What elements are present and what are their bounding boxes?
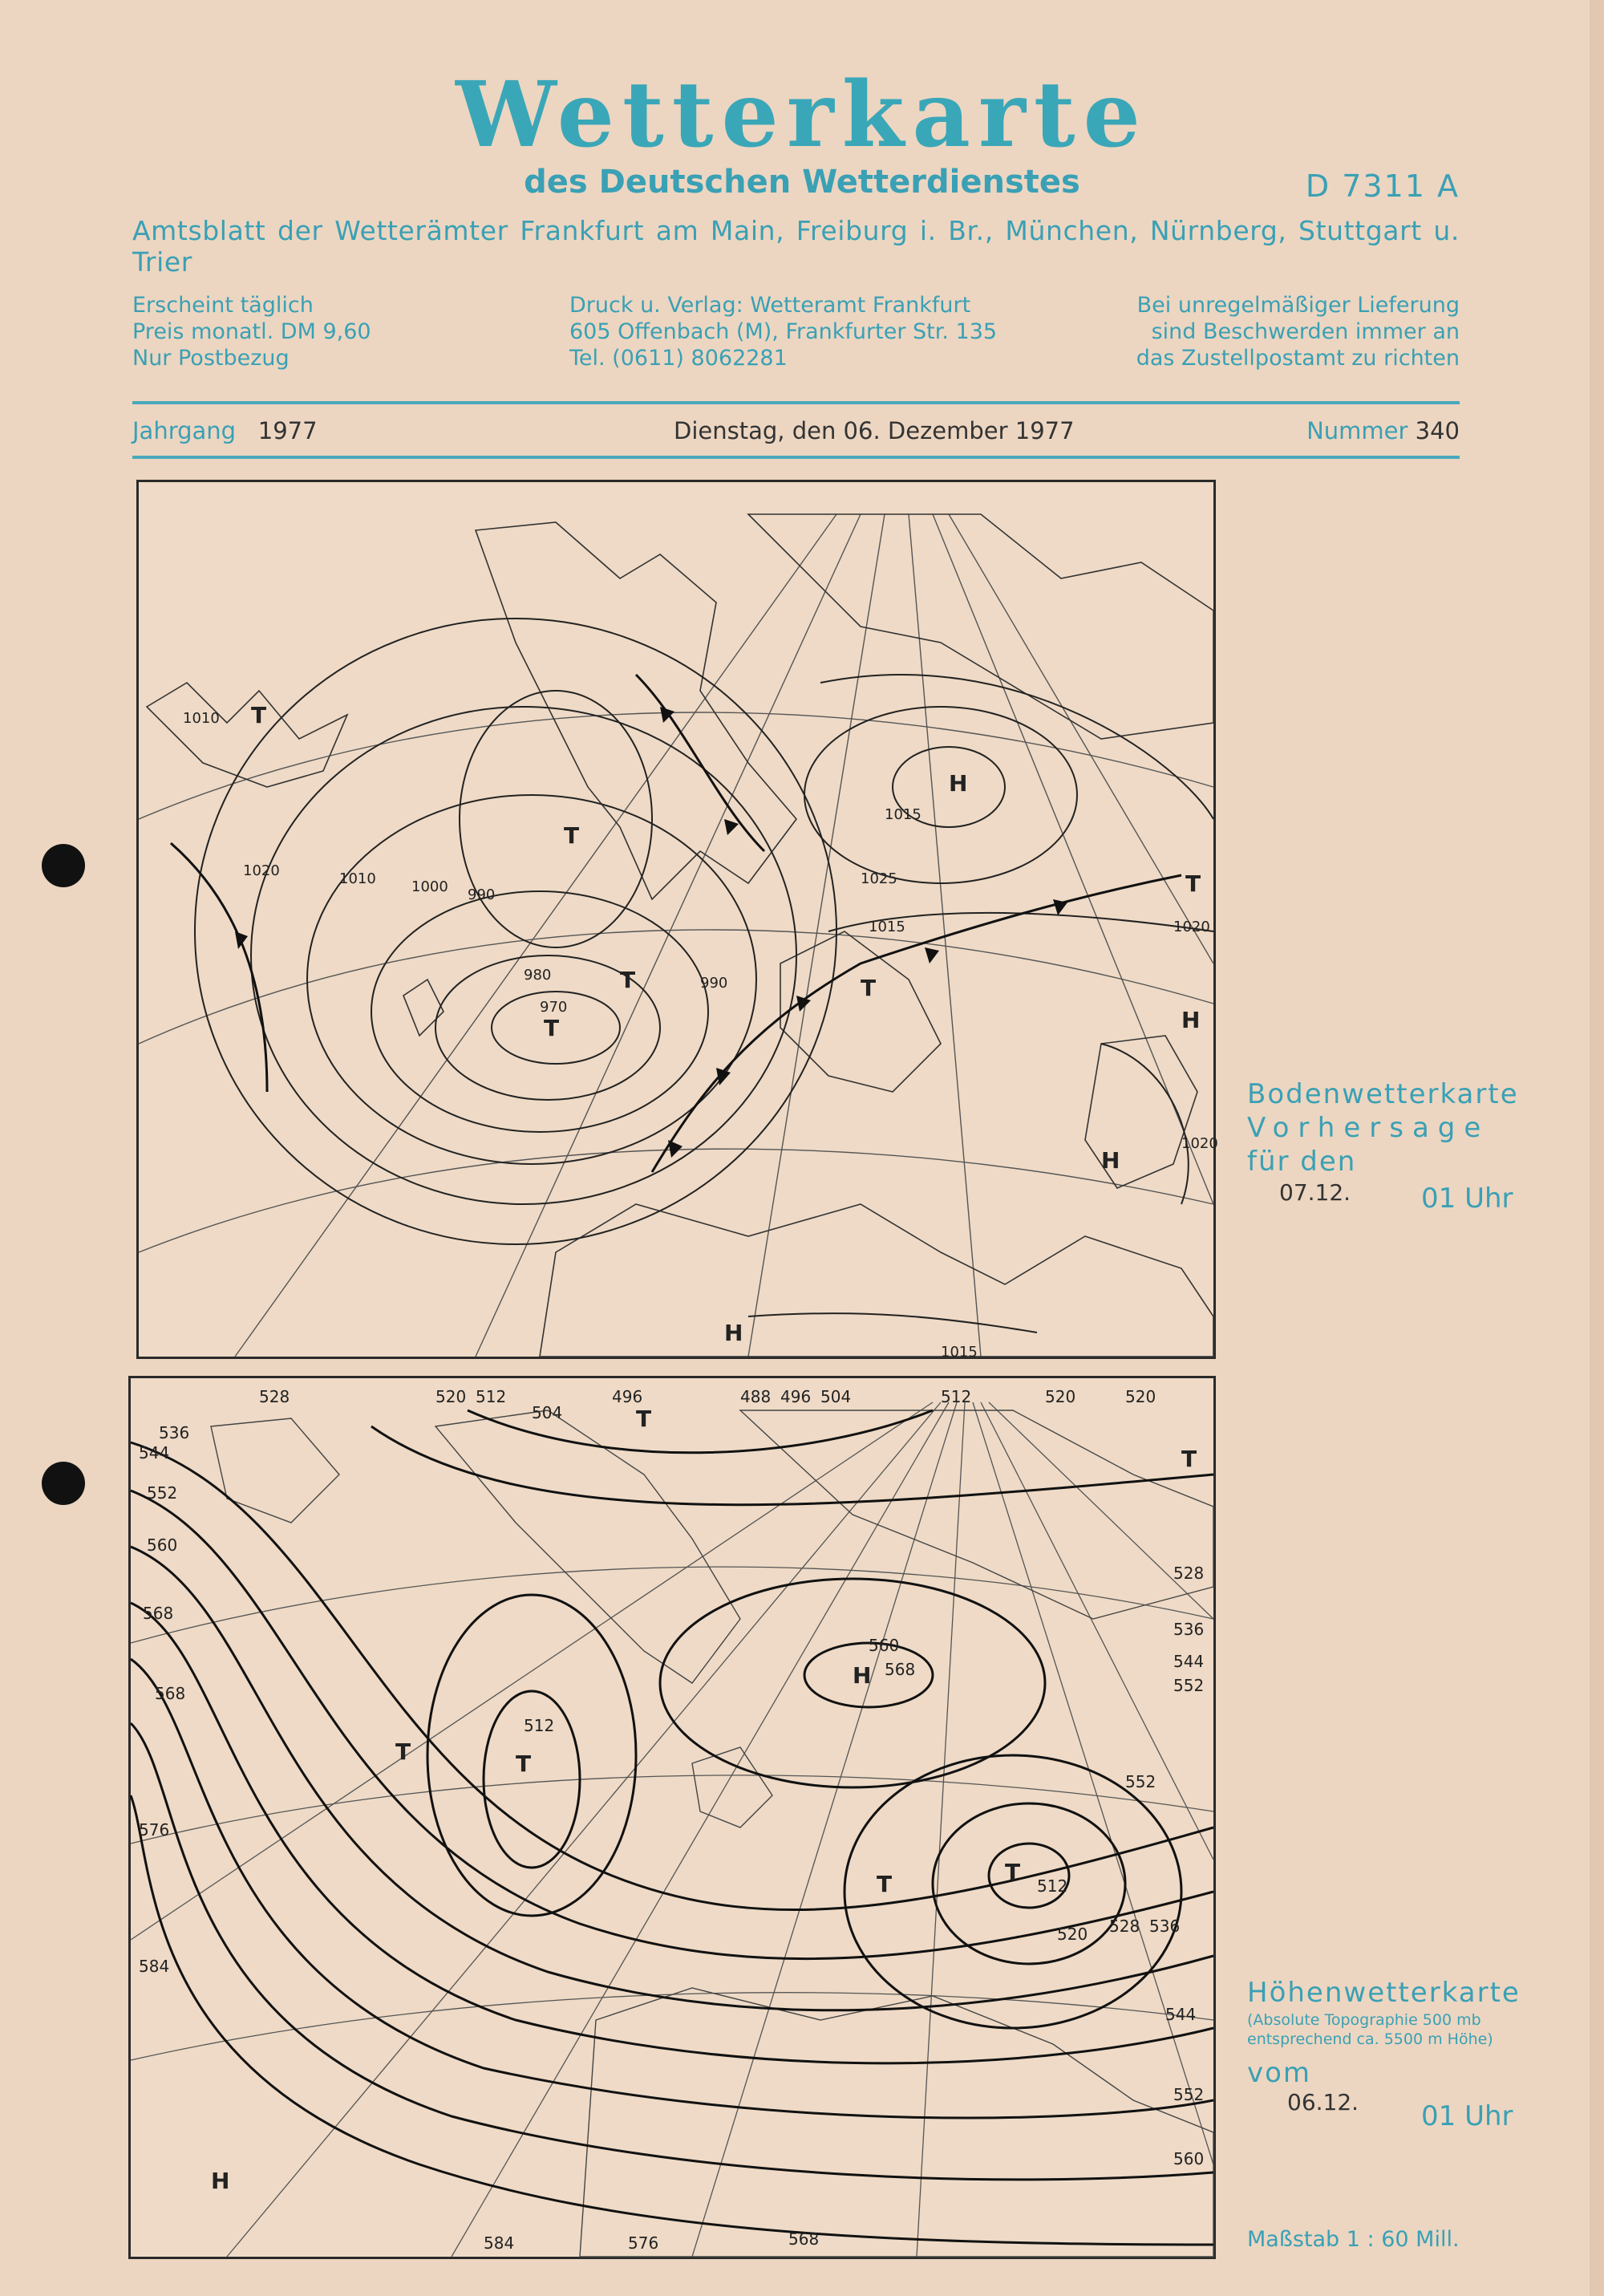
masthead-code: D 7311 A <box>1305 168 1460 204</box>
isobar-label: 1015 <box>941 1344 978 1361</box>
map2-caption-sub2: entsprechend ca. 5500 m Höhe) <box>1247 2030 1493 2048</box>
contour-label: 512 <box>476 1387 507 1406</box>
info-right <box>1136 292 1460 371</box>
isobar-label: 1015 <box>885 806 921 823</box>
map2-caption-sub1: (Absolute Topographie 500 mb <box>1247 2011 1481 2029</box>
contour-label: 560 <box>1173 2149 1205 2168</box>
contour-label: 560 <box>869 1636 900 1655</box>
issue-date: Dienstag, den 06. Dezember 1977 <box>674 417 1075 444</box>
punch-hole <box>42 844 85 887</box>
contour-label: 512 <box>1037 1876 1068 1896</box>
map2-date: 06.12. <box>1287 2089 1359 2115</box>
contour-label: 504 <box>532 1403 563 1422</box>
info-line: 605 Offenbach (M), Frankfurter Str. 135 <box>569 319 998 344</box>
year-label: Jahrgang <box>132 417 237 444</box>
low-center-label: T <box>564 822 580 849</box>
contour-label: 552 <box>147 1483 178 1503</box>
high-center-label: H <box>853 1662 872 1689</box>
map2-caption-line3: vom <box>1247 2057 1312 2089</box>
number-value: 340 <box>1415 417 1460 444</box>
contour-label: 568 <box>143 1604 174 1623</box>
info-line: das Zustellpostamt zu richten <box>1136 346 1460 371</box>
isobar-label: 1025 <box>861 870 897 887</box>
low-center-label: T <box>1181 1446 1197 1472</box>
coastlines <box>147 514 1213 1357</box>
isobar-label: 1020 <box>243 862 280 879</box>
isobar-label: 1015 <box>869 919 905 935</box>
map2-caption-title: Höhenwetterkarte <box>1247 1977 1521 2009</box>
meridian-grid <box>131 1402 1213 2257</box>
map2-time: 01 Uhr <box>1421 2100 1513 2132</box>
contour-label: 536 <box>1173 1620 1205 1639</box>
low-center-label: T <box>636 1406 652 1432</box>
number-label: Nummer <box>1306 417 1408 444</box>
contour-label: 544 <box>139 1443 170 1462</box>
high-center-label: H <box>949 770 968 797</box>
contour-label: 544 <box>1173 1652 1205 1671</box>
contour-label: 488 <box>740 1387 772 1406</box>
low-center-label: T <box>1185 870 1201 897</box>
high-center-label: H <box>1101 1147 1120 1174</box>
isobar-label: 1000 <box>411 878 448 895</box>
info-left <box>132 292 371 371</box>
contour-label: 496 <box>780 1387 812 1406</box>
low-center-label: T <box>1005 1859 1021 1885</box>
contour-label: 520 <box>1057 1925 1088 1944</box>
contour-label: 528 <box>1109 1917 1140 1936</box>
isobar-label: 980 <box>524 967 552 984</box>
contour-label: 536 <box>1149 1917 1181 1936</box>
contour-label: 584 <box>484 2233 515 2253</box>
contour-label: 512 <box>524 1716 555 1735</box>
high-center-label: H <box>724 1320 743 1346</box>
surface-map-svg <box>139 482 1218 1361</box>
masthead-title: Wetterkarte <box>456 63 1148 168</box>
low-center-label: T <box>395 1738 411 1765</box>
info-line: Druck u. Verlag: Wetteramt Frankfurt <box>569 293 971 318</box>
contour-labels-bottom <box>484 2229 819 2253</box>
meridian-grid <box>139 514 1213 1357</box>
high-center-label: H <box>211 2168 230 2194</box>
contour-labels-right <box>1125 1564 1204 2168</box>
contour-label: 568 <box>155 1684 186 1703</box>
contour-label: 512 <box>941 1387 972 1406</box>
contour-label: 528 <box>259 1387 290 1406</box>
contour-label: 536 <box>159 1423 190 1442</box>
isobar-label: 1010 <box>339 870 376 887</box>
isobar-label: 990 <box>700 975 728 992</box>
masthead-subtitle: des Deutschen Wetterdienstes <box>524 164 1080 201</box>
low-center-label: T <box>620 967 636 993</box>
divider-rule <box>132 401 1460 404</box>
map1-time: 01 Uhr <box>1421 1182 1513 1215</box>
isobar-label: 1010 <box>183 710 220 727</box>
masthead-official: Amtsblatt der Wetterämter Frankfurt am Main, Freiburg i. Br., München, Nürnberg, Stuttgart u. Trier <box>132 215 1460 278</box>
info-line: Erscheint täglich <box>132 293 314 318</box>
high-center-label: H <box>1181 1007 1201 1033</box>
map1-caption-title: Bodenwetterkarte <box>1247 1078 1519 1110</box>
map1-caption-line2: Vorhersage <box>1247 1112 1490 1144</box>
isobar-label: 1020 <box>1173 919 1210 935</box>
contour-label: 544 <box>1165 2005 1197 2024</box>
upper-map-svg <box>131 1378 1213 2257</box>
contour-label: 528 <box>1173 1564 1205 1583</box>
punch-hole <box>42 1462 85 1505</box>
coastlines <box>211 1410 1213 2257</box>
issue-year <box>132 417 318 444</box>
contour-labels-top <box>259 1387 1156 1422</box>
low-center-label: T <box>861 975 877 1001</box>
contour-label: 568 <box>885 1660 916 1679</box>
contour-label: 568 <box>788 2229 820 2249</box>
contour-label: 560 <box>147 1535 178 1555</box>
info-line: sind Beschwerden immer an <box>1151 319 1460 344</box>
isobar-label: 990 <box>468 886 496 903</box>
height-contours <box>131 1410 1213 2245</box>
contour-label: 552 <box>1173 1676 1205 1695</box>
map1-caption-line3: für den <box>1247 1146 1357 1178</box>
isobar-label: 970 <box>540 999 568 1016</box>
low-center-label: T <box>544 1015 560 1041</box>
pressure-centers <box>251 702 1201 1346</box>
info-line: Bei unregelmäßiger Lieferung <box>1136 293 1460 318</box>
surface-weather-map <box>136 480 1216 1359</box>
low-center-label: T <box>516 1750 532 1777</box>
contour-label: 552 <box>1125 1772 1156 1791</box>
info-line: Nur Postbezug <box>132 346 290 371</box>
contour-label: 520 <box>435 1387 467 1406</box>
divider-rule <box>132 456 1460 459</box>
upper-air-map <box>128 1376 1216 2259</box>
contour-label: 504 <box>820 1387 852 1406</box>
map2-scale: Maßstab 1 : 60 Mill. <box>1247 2227 1460 2252</box>
low-center-label: T <box>877 1871 893 1897</box>
contour-label: 496 <box>612 1387 643 1406</box>
contour-label: 552 <box>1173 2085 1205 2104</box>
contour-label: 520 <box>1045 1387 1076 1406</box>
contour-label: 520 <box>1125 1387 1156 1406</box>
isobar-label: 1020 <box>1181 1135 1218 1152</box>
year-value: 1977 <box>257 417 318 444</box>
issue-number <box>1306 417 1460 444</box>
low-center-label: T <box>251 702 267 728</box>
contour-label: 576 <box>628 2233 659 2253</box>
isobar-labels <box>183 710 1218 1361</box>
paper-edge <box>1590 0 1604 2296</box>
contour-label: 576 <box>139 1820 170 1840</box>
info-center <box>569 292 997 371</box>
contour-label: 584 <box>139 1957 170 1976</box>
info-line: Tel. (0611) 8062281 <box>569 346 788 371</box>
info-line: Preis monatl. DM 9,60 <box>132 319 371 344</box>
map1-date: 07.12. <box>1279 1179 1351 1206</box>
